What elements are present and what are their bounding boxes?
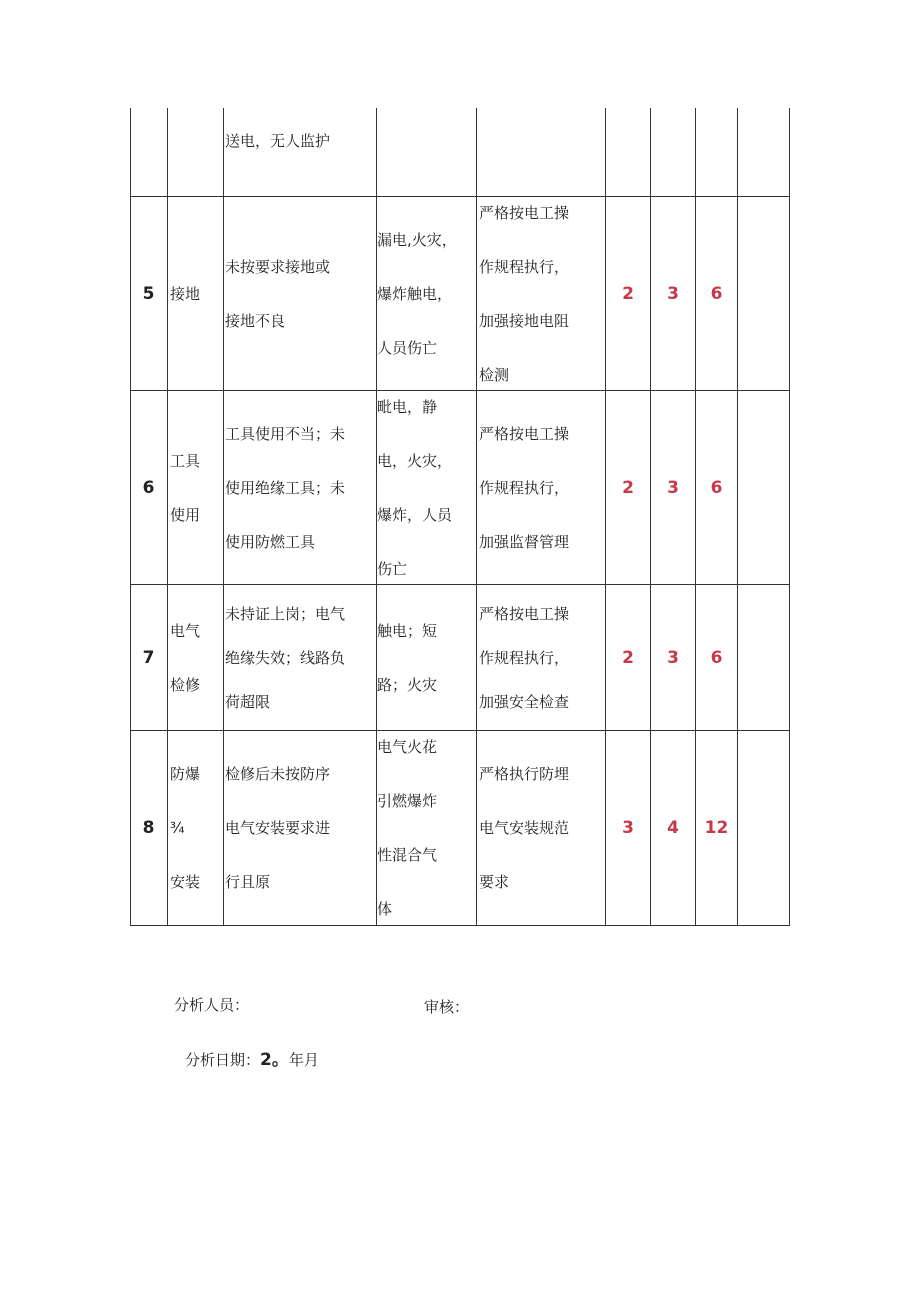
row-number-text: 5 [142,283,155,304]
hazard-cell [224,731,376,925]
row-number-text: 8 [142,818,155,838]
item-cell [168,197,223,390]
row-number [130,197,167,390]
measure-cell [477,197,605,390]
consequence-line: 性混合气 [377,846,438,864]
measure-line: 严格按电工操 [479,604,570,623]
measure-line: 作规程执行， [479,478,570,497]
hazard-line: 使用绝缘工具；未 [225,478,346,497]
analysis-date [185,1045,319,1070]
hazard-line: 绝缘失效；线路负 [225,648,346,667]
measure-line: 严格执行防埋 [479,765,570,783]
measure-cell [477,585,605,730]
consequence-line: 爆炸触电， [377,284,453,303]
hazard-line: 荷超限 [225,692,271,711]
likelihood-score [606,731,650,925]
hazard-cell [224,197,376,390]
hazard-line: 行且原 [225,873,271,891]
item-cell [168,391,223,584]
reviewer-label: 审核： [424,998,470,1016]
score-text: 6 [710,283,723,304]
measure-cell [477,391,605,584]
date-label: 分析日期： [185,1051,261,1069]
consequence-line: 漏电,火灾， [377,230,457,249]
item-line: 使用 [170,505,201,524]
score-text: 3 [667,477,679,498]
consequence-line: 爆炸，人员 [377,505,453,524]
table-row [130,731,790,925]
item-line: 检修 [170,675,201,694]
consequence-line: 引燃爆炸 [377,792,438,810]
row-number-text: 7 [142,647,155,668]
consequence-line: 人员伤亡 [377,338,438,357]
consequence-cell [377,585,476,730]
table-row [130,197,790,390]
consequence-line: 毗电，静 [377,397,438,416]
table-row [130,391,790,584]
item-line: 工具 [170,451,201,470]
consequence-cell [377,731,476,925]
hazard-cell [224,391,376,584]
row-number [130,391,167,584]
consequence-cell [377,197,476,390]
measure-line: 加强监督管理 [479,532,570,551]
likelihood-score [606,585,650,730]
score-text: 3 [667,647,679,668]
item-line: 防爆 [170,765,201,783]
score-text: 6 [710,477,723,498]
likelihood-score [606,391,650,584]
risk-table [130,108,790,926]
hazard-line: 工具使用不当；未 [225,424,346,443]
hazard-line: 电气安装要求进 [225,819,331,837]
row-number [130,585,167,730]
consequence-line: 电气火花 [377,738,438,756]
score-text: 2 [622,477,634,498]
hazard-line: 检修后未按防序 [225,765,331,783]
score-text: 2 [622,647,634,668]
measure-line: 检测 [479,365,510,384]
hazard-line: 送电，无人监护 [225,132,331,150]
analyst-label: 分析人员： [174,996,250,1014]
measure-line: 严格按电工操 [479,203,570,222]
risk-score [696,585,737,730]
measure-cell [477,731,605,925]
consequence-cell [377,391,476,584]
consequence-line: 路；火灾 [377,675,438,694]
item-line: 安装 [170,873,201,891]
measure-line: 作规程执行， [479,257,570,276]
severity-score [651,391,695,584]
risk-score [696,731,737,925]
item-line: ¾ [170,819,185,837]
item-cell [168,731,223,925]
risk-score [696,197,737,390]
date-suffix: 年月 [288,1051,319,1069]
consequence-line: 电，火灾， [377,451,453,470]
table-row [130,585,790,730]
likelihood-score [606,197,650,390]
hazard-cell [224,585,376,730]
hazard-line: 未持证上岗；电气 [225,604,346,623]
item-cell [168,585,223,730]
score-text: 2 [622,283,634,304]
score-text: 3 [667,283,679,304]
score-text: 4 [667,818,679,838]
severity-score [651,731,695,925]
consequence-line: 触电；短 [377,621,438,640]
hazard-cell [224,108,376,174]
score-text: 12 [704,818,729,838]
measure-line: 作规程执行， [479,648,570,667]
hazard-line: 接地不良 [225,311,286,330]
severity-score [651,197,695,390]
severity-score [651,585,695,730]
measure-line: 要求 [479,873,510,891]
consequence-line: 体 [377,900,393,918]
score-text: 3 [622,818,634,838]
measure-line: 电气安装规范 [479,819,570,837]
row-number-text: 6 [142,477,155,498]
risk-score [696,391,737,584]
measure-line: 严格按电工操 [479,424,570,443]
hazard-line: 未按要求接地或 [225,257,331,276]
score-text: 6 [710,647,723,668]
table-row [130,108,790,196]
hazard-line: 使用防燃工具 [225,532,316,551]
item-line: 接地 [170,284,201,303]
measure-line: 加强安全检查 [479,692,570,711]
row-number [130,731,167,925]
measure-line: 加强接地电阻 [479,311,570,330]
consequence-line: 伤亡 [377,559,408,578]
item-line: 电气 [170,621,201,640]
date-value: 2。 [260,1050,289,1070]
